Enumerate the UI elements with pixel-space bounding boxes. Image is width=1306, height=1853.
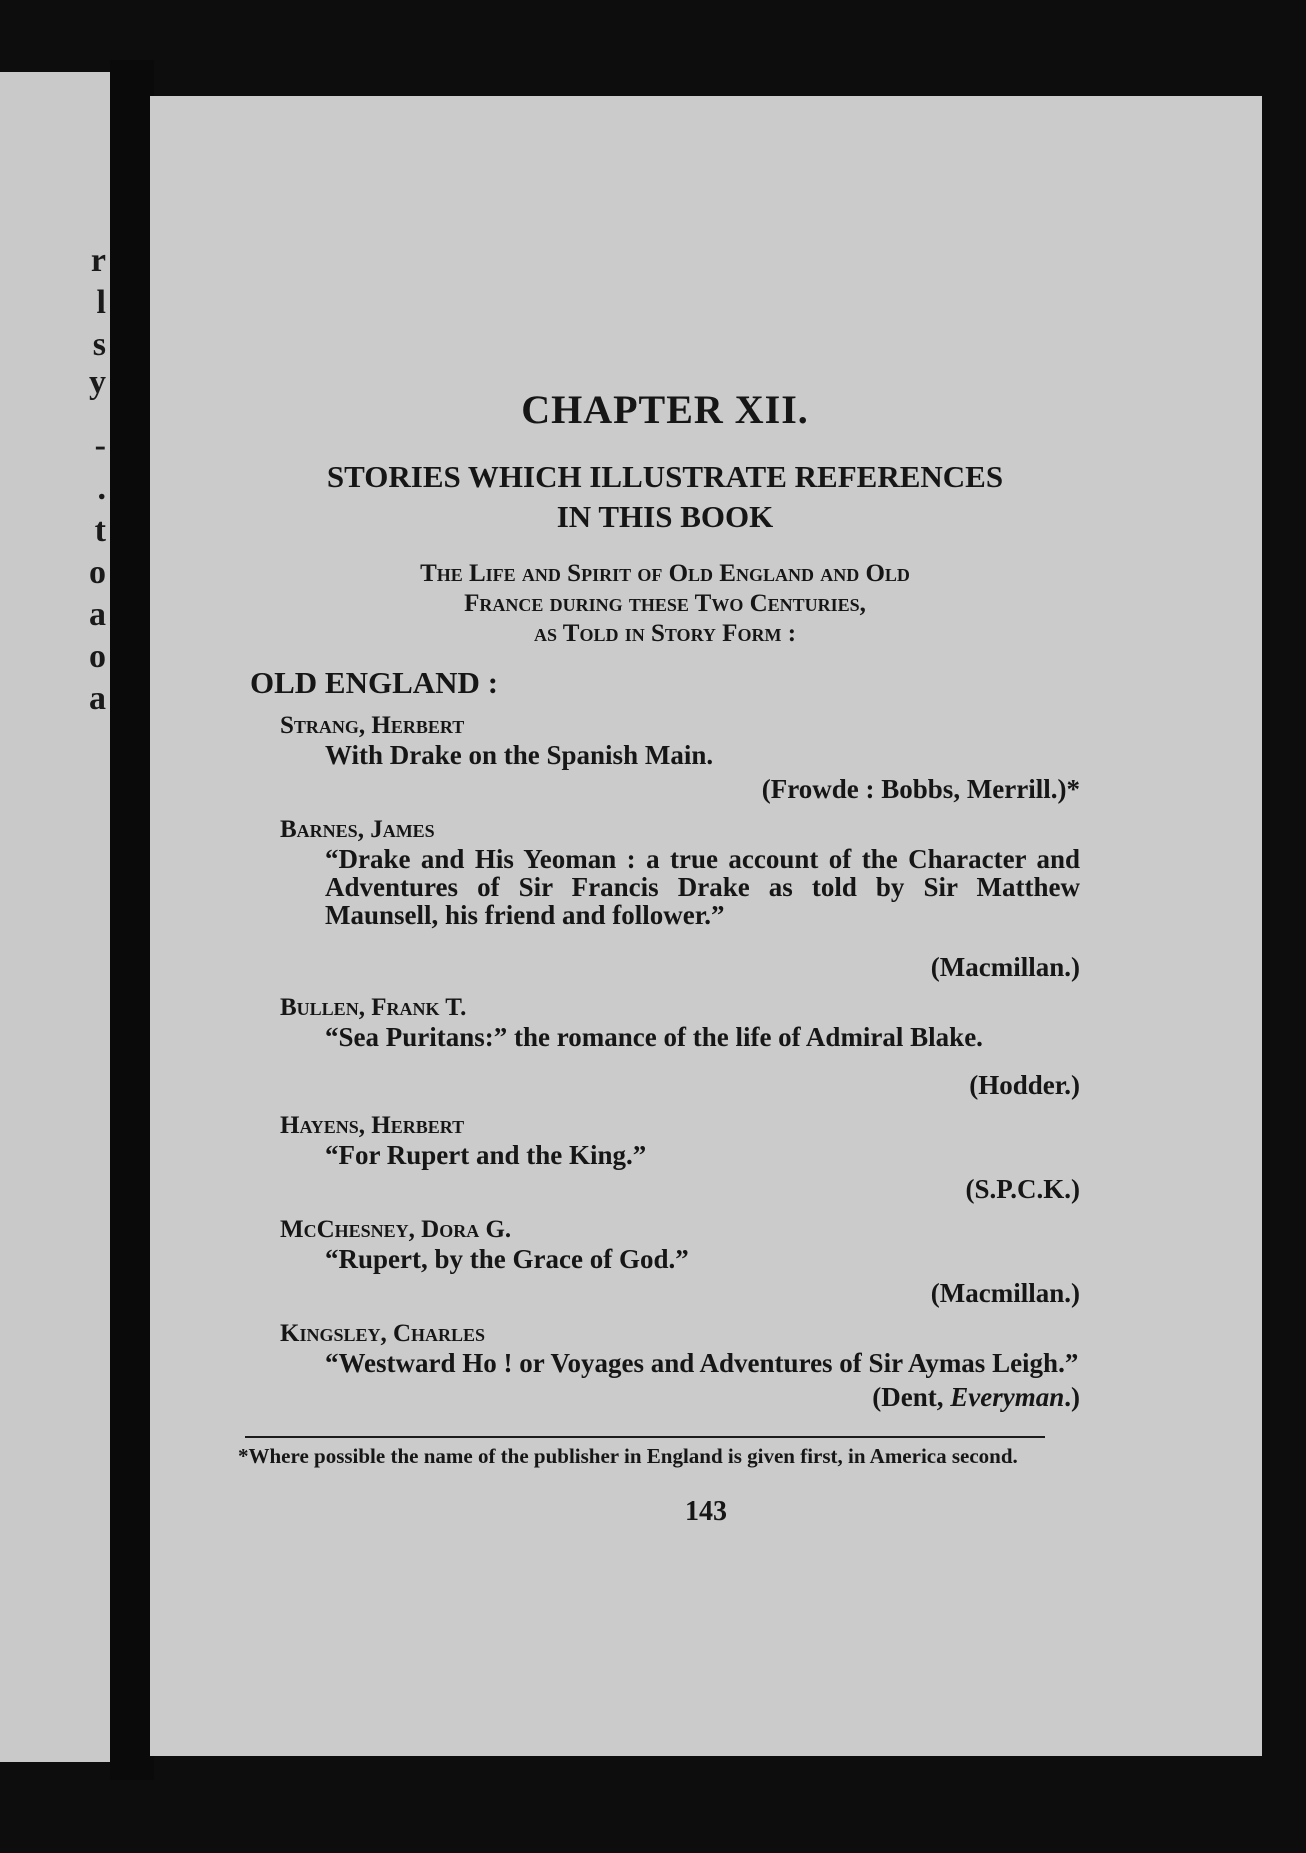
subtitle-line: STORIES WHICH ILLUSTRATE REFERENCES <box>326 459 1004 494</box>
entry-author: Hayens, Herbert <box>280 1112 465 1139</box>
footnote-divider <box>245 1436 1045 1438</box>
entry-author: Barnes, James <box>280 816 435 843</box>
bibliography-entry <box>250 1215 1080 1309</box>
intro-line: The Life and Spirit of Old England and Old <box>420 560 910 587</box>
section-heading: OLD ENGLAND : <box>250 665 499 700</box>
publisher-series: Everyman <box>950 1382 1065 1412</box>
entry-author: Bullen, Frank T. <box>280 994 467 1021</box>
left-fragment: o <box>89 554 106 591</box>
entry-author: Strang, Herbert <box>280 712 465 739</box>
page-number: 143 <box>685 1496 727 1527</box>
left-fragment: . <box>97 470 106 507</box>
left-fragment: a <box>89 596 106 633</box>
bibliography-entry <box>250 711 1080 805</box>
entry-author: McChesney, Dora G. <box>280 1216 512 1243</box>
left-fragment: l <box>96 284 106 321</box>
book-page <box>150 96 1262 1756</box>
bibliography-entry <box>250 1319 1080 1413</box>
entry-publisher: (S.P.C.K.) <box>965 1174 1080 1204</box>
intro-line: France during these Two Centuries, <box>464 590 866 617</box>
intro-text <box>250 559 1080 649</box>
chapter-subtitle <box>250 457 1080 537</box>
left-fragment: y <box>89 364 106 401</box>
publisher-end: .) <box>1064 1382 1080 1412</box>
entry-publisher: (Macmillan.) <box>930 1278 1080 1308</box>
entry-title: “Sea Puritans:” the romance of the life of Admiral Blake. <box>325 1022 983 1052</box>
entry-title: “Westward Ho ! or Voyages and Adventures of Sir Aymas Leigh.” <box>325 1348 1079 1378</box>
intro-line: as Told in Story Form : <box>533 620 797 647</box>
bibliography-entry <box>250 993 1080 1101</box>
left-fragment: s <box>92 326 106 363</box>
entry-publisher <box>250 1381 1080 1413</box>
chapter-heading: CHAPTER XII. <box>521 387 809 432</box>
left-fragment: t <box>94 512 106 549</box>
publisher-name: (Dent, <box>872 1382 951 1412</box>
subtitle-line: IN THIS BOOK <box>556 499 774 534</box>
entry-publisher: (Frowde : Bobbs, Merrill.)* <box>761 774 1080 804</box>
left-fragment: o <box>89 638 106 675</box>
left-fragment: r <box>90 242 106 279</box>
footnote: *Where possible the name of the publisher in England is given first, in America second. <box>238 1444 1018 1468</box>
left-fragment: - <box>94 427 106 464</box>
page-content <box>250 386 1080 1423</box>
entry-title: “Drake and His Yeoman : a true account of the Character and Adventures of Sir Francis Drake as told by Sir Matthew Maunsell, his friend and follower.” <box>325 844 1080 930</box>
left-fragment: a <box>89 680 106 717</box>
entry-title: “For Rupert and the King.” <box>325 1140 647 1170</box>
entry-publisher: (Macmillan.) <box>930 952 1080 982</box>
entry-publisher: (Hodder.) <box>969 1070 1080 1100</box>
bibliography-entry <box>250 1111 1080 1205</box>
entry-author: Kingsley, Charles <box>280 1320 486 1347</box>
entry-title: “Rupert, by the Grace of God.” <box>325 1244 689 1274</box>
left-page-edge <box>0 72 110 1762</box>
entry-title: With Drake on the Spanish Main. <box>325 740 714 770</box>
book-gutter <box>110 60 154 1780</box>
bibliography-entry <box>250 815 1080 983</box>
